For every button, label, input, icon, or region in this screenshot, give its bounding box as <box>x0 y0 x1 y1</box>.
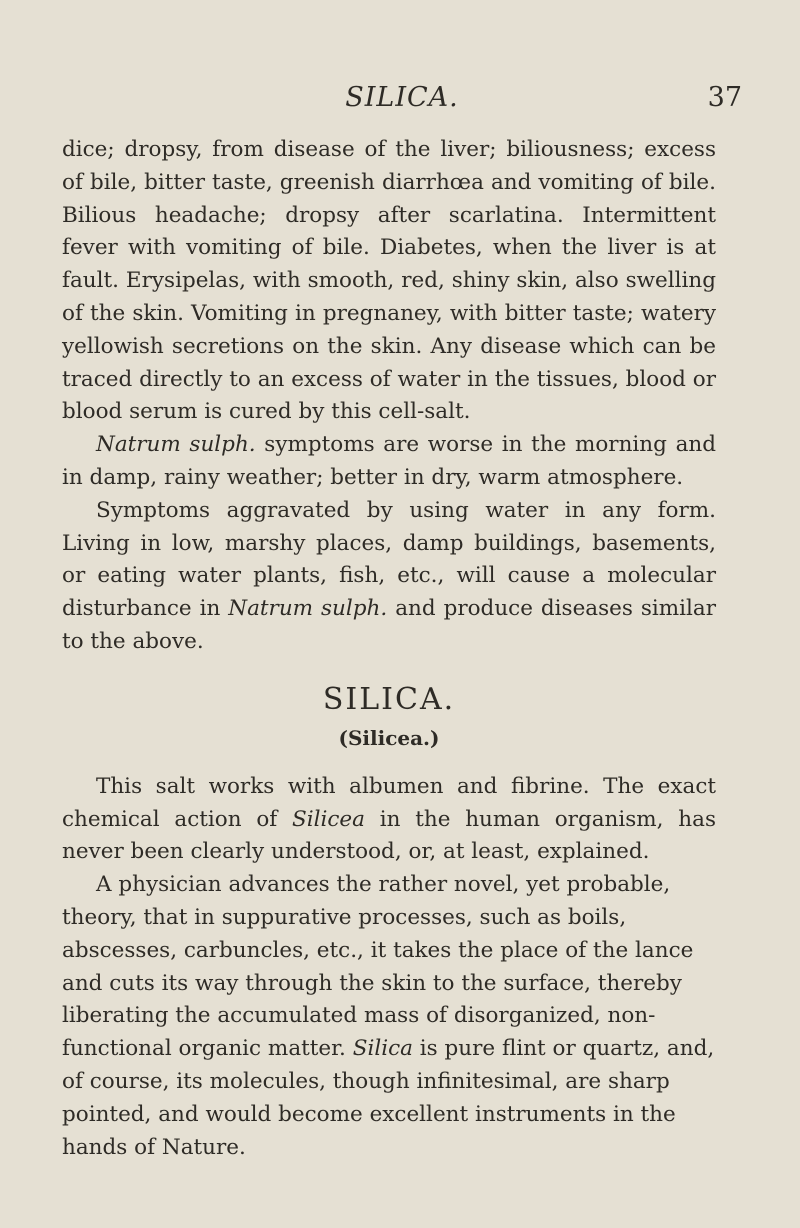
paragraph-modalities <box>62 429 716 495</box>
paragraph-aggravations-text-a: Symptoms aggravated by using water in any form. Living in low, marshy places, damp buildings, basements, or eating water plants, fish, etc., will cause a molecular disturbance in <box>62 497 716 622</box>
paragraph-silica-intro-b: in the human organism, has never been clearly understood, or, at least, explained. <box>62 806 716 865</box>
section-title: SILICA. <box>322 681 456 717</box>
remedy-name-silicea: Silicea <box>292 806 365 832</box>
section-subtitle: (Silicea.) <box>338 725 440 750</box>
paragraph-silica-theory <box>62 869 716 1164</box>
paragraph-liver-symptoms: dice; dropsy, from disease of the liver; biliousness; excess of bile, bitter taste, greenish diarrhœa and vomiting of bile. Bilious headache; dropsy after scarlatina. Intermittent fever with vomiting of bile. Diabetes, when the liver is at fault. Erysipelas, with smooth, red, shiny skin, also swelling of the skin. Vomiting in pregnaney, with bitter taste; watery yellowish secretions on the skin. Any disease which can be traced directly to an excess of water in the tissues, blood or blood serum is cured by this cell-salt. <box>62 137 716 425</box>
paragraph-silica-intro <box>62 771 716 869</box>
page-number: 37 <box>707 82 742 113</box>
paragraph-aggravations-text-b: and produce diseases similar to the above. <box>62 596 716 654</box>
paragraph-aggravations <box>62 495 716 659</box>
paragraph-silica-theory-a: A physician advances the rather novel, yet probable, theory, that in suppurative processes, such as boils, abscesses, carbuncles, etc., it takes the place of the lance and cuts its way through the skin to the surface, thereby liberating the accumulated mass of disorganized, non-functional organic matter. <box>62 872 694 1062</box>
paragraph-silica-intro-a: This salt works with albumen and fibrine. The exact chemical action of <box>62 773 716 832</box>
running-head <box>62 78 742 118</box>
remedy-name-natrum-2: Natrum sulph. <box>228 596 388 622</box>
paragraph-silica-theory-b: is pure flint or quartz, and, of course, its molecules, though infinitesimal, are sharp pointed, and would become excellent instruments in the hands of Nature. <box>62 1036 715 1160</box>
remedy-name-silica: Silica <box>352 1036 413 1062</box>
page-body <box>62 134 716 1164</box>
running-head-title: SILICA. <box>345 82 459 113</box>
remedy-name-natrum: Natrum sulph. <box>96 432 256 458</box>
paragraph-modalities-text: symptoms are worse in the morning and in damp, rainy weather; better in dry, warm atmosphere. <box>62 432 716 490</box>
